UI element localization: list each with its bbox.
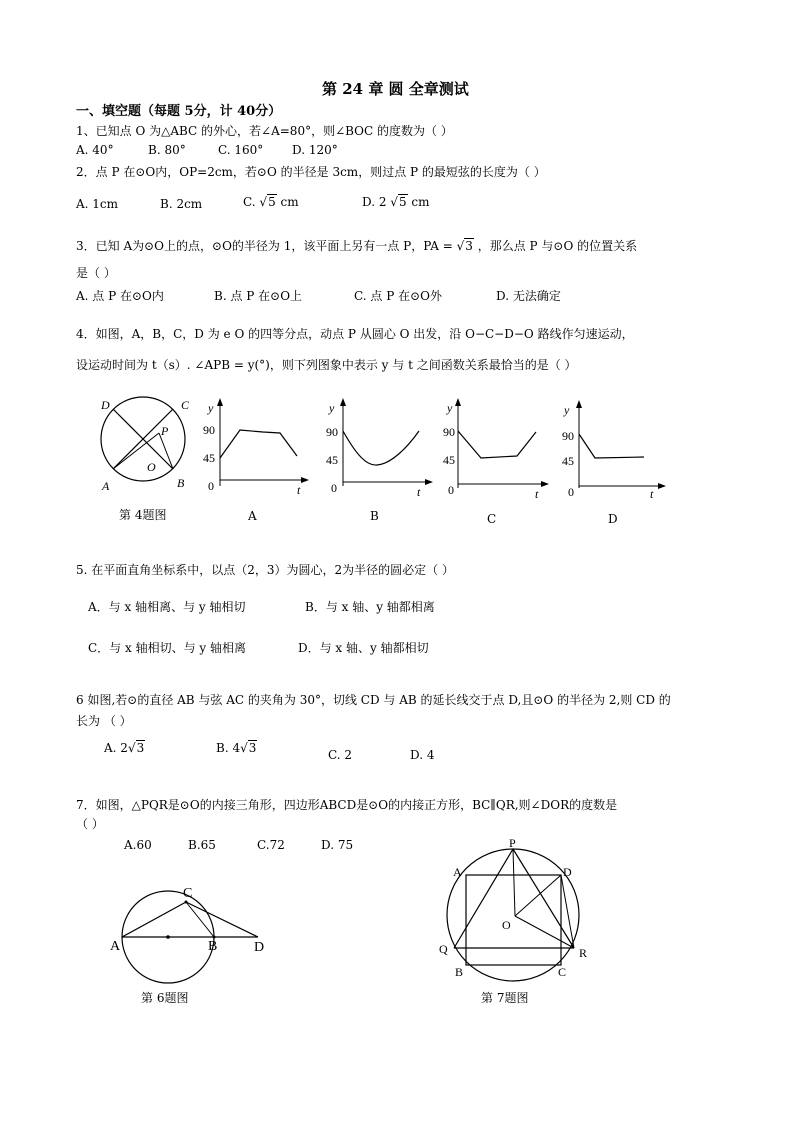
q4-graph-b-curve xyxy=(343,431,419,465)
q7-circle xyxy=(447,849,579,981)
q7-segment-op xyxy=(513,849,515,916)
q3-sqrt: √3 xyxy=(456,239,473,253)
q4-graph-a-y-label: y xyxy=(208,401,214,415)
q2-unit-c: cm xyxy=(280,195,299,209)
q7-side-pq xyxy=(454,849,513,948)
q4-graph-d-y-label: y xyxy=(564,403,570,417)
q4-graph-c-x-label: t xyxy=(535,487,539,501)
q4-graph-c-x-arrow xyxy=(541,481,549,487)
q6-label-c: C xyxy=(183,886,193,901)
q7-label-d: D xyxy=(563,865,572,879)
q7-option-a: A.60 xyxy=(124,838,152,852)
q6-option-a xyxy=(104,741,145,755)
q5-stem: 5. 在平面直角坐标系中，以点（2，3）为圆心，2为半径的圆必定（ ） xyxy=(76,563,454,577)
q4-graph-d-tick-45: 45 xyxy=(562,454,574,468)
q4-graph-b xyxy=(325,398,435,503)
q2-unit-d: cm xyxy=(411,195,430,209)
q7-option-c: C.72 xyxy=(257,838,285,852)
q7-label-q: Q xyxy=(439,942,448,956)
q7-figure xyxy=(435,838,595,988)
q4-graph-b-tick-90: 90 xyxy=(326,425,338,439)
q1-option-b: B. 80° xyxy=(148,143,186,157)
q4-label-c: C xyxy=(181,398,190,412)
q4-graph-b-y-label: y xyxy=(329,401,335,415)
q6-option-b xyxy=(216,741,257,755)
q5-option-b: B．与 x 轴、y 轴都相离 xyxy=(305,600,435,614)
q4-graph-a-caption: A xyxy=(248,509,257,523)
q7-option-d: D. 75 xyxy=(321,838,354,852)
q3-stem-b: ，那么点 P 与⊙O 的位置关系 xyxy=(477,239,638,253)
q4-graph-a-tick-45: 45 xyxy=(203,451,215,465)
q6-sqrt-b: √3 xyxy=(240,741,257,755)
q6-label-a: A xyxy=(110,939,121,954)
q2-sqrt-d: √5 xyxy=(390,195,407,209)
q4-graph-b-y-arrow xyxy=(340,398,346,406)
q6-sqrt-a: √3 xyxy=(127,741,145,755)
q4-graph-d-tick-0: 0 xyxy=(568,485,574,499)
q6-label-b: B xyxy=(208,939,218,954)
q4-graph-c-tick-45: 45 xyxy=(443,453,455,467)
q2-option-d xyxy=(362,195,430,209)
q4-label-o: O xyxy=(147,460,156,474)
q4-graph-a-x-label: t xyxy=(297,483,301,497)
q4-graph-d-x-arrow xyxy=(658,483,666,489)
q3-option-d: D. 无法确定 xyxy=(496,289,561,303)
q6-option-a-letter: A. 2 xyxy=(104,741,128,755)
q2-stem: 2．点 P 在⊙O内，OP=2cm，若⊙O 的半径是 3cm，则过点 P 的最短弦的长度为（ ） xyxy=(76,165,546,179)
q4-graph-b-tick-0: 0 xyxy=(331,481,337,495)
page-title: 第 24 章 圆 全章测试 xyxy=(322,80,469,98)
q7-segment-od xyxy=(515,875,561,916)
q6-stem-line1: 6 如图,若⊙的直径 AB 与弦 AC 的夹角为 30°，切线 CD 与 AB 的延长线交于点 D,且⊙O 的半径为 2,则 CD 的 xyxy=(76,693,671,707)
q6-figure-caption: 第 6题图 xyxy=(141,991,189,1005)
q3-stem-a: 3．已知 A为⊙O上的点，⊙O的半径为 1，该平面上另有一点 P，PA = xyxy=(76,239,453,253)
q4-graph-d-curve xyxy=(579,434,644,458)
q7-label-c: C xyxy=(558,965,567,979)
section-heading: 一、填空题（每题 5分，计 40分） xyxy=(76,104,282,119)
q2-option-b: B. 2cm xyxy=(160,197,203,211)
q4-graph-d-y-arrow xyxy=(576,400,582,408)
q7-option-b: B.65 xyxy=(188,838,216,852)
q6-chord-cb xyxy=(186,902,214,937)
q4-graph-a xyxy=(205,398,310,503)
q4-graph-d xyxy=(562,400,672,505)
q4-graph-d-x-label: t xyxy=(650,487,654,501)
q6-option-c: C. 2 xyxy=(328,748,353,762)
q7-label-r: R xyxy=(579,946,588,960)
q4-label-d: D xyxy=(101,398,110,412)
q4-graph-c-tick-90: 90 xyxy=(443,425,455,439)
q4-graph-b-x-label: t xyxy=(417,485,421,499)
q4-graph-c-curve xyxy=(458,431,536,458)
q4-graph-d-tick-90: 90 xyxy=(562,429,574,443)
q1-option-d: D. 120° xyxy=(292,143,338,157)
q1-option-a: A. 40° xyxy=(76,143,114,157)
q6-center-dot xyxy=(166,935,170,939)
q6-radicand-b: 3 xyxy=(248,741,257,755)
q4-label-a: A xyxy=(102,479,110,493)
q7-label-a: A xyxy=(453,865,462,879)
q4-graph-a-tick-0: 0 xyxy=(208,479,214,493)
q4-graph-c-caption: C xyxy=(487,512,497,526)
q2-option-c xyxy=(243,195,299,209)
q4-graph-c xyxy=(443,398,553,503)
q5-option-a: A．与 x 轴相离、与 y 轴相切 xyxy=(88,600,246,614)
q4-graph-c-y-label: y xyxy=(447,401,453,415)
q4-graph-b-tick-45: 45 xyxy=(326,453,338,467)
q4-graph-a-tick-90: 90 xyxy=(203,423,215,437)
q3-option-b: B. 点 P 在⊙O上 xyxy=(214,289,303,303)
q6-option-b-letter: B. 4 xyxy=(216,741,241,755)
q4-graph-a-curve xyxy=(220,430,297,458)
q2-radicand-d: 5 xyxy=(398,195,407,209)
q7-label-b: B xyxy=(455,965,464,979)
q3-option-c: C. 点 P 在⊙O外 xyxy=(354,289,442,303)
q4-graph-a-y-arrow xyxy=(217,398,223,406)
q4-graph-c-y-arrow xyxy=(455,398,461,406)
q5-option-c: C．与 x 轴相切、与 y 轴相离 xyxy=(88,641,246,655)
q7-label-o: O xyxy=(502,918,511,932)
q3-radicand: 3 xyxy=(465,239,473,253)
q4-circle-figure xyxy=(95,395,205,495)
q7-square-abcd xyxy=(466,875,561,965)
q2-sqrt-c: √5 xyxy=(259,195,276,209)
q6-radicand-a: 3 xyxy=(136,741,145,755)
q1-option-c: C. 160° xyxy=(218,143,264,157)
q4-stem-line2: 设运动时间为 t（s）. ∠APB = y(°)，则下列图象中表示 y 与 t 之间函数关系最恰当的是（ ） xyxy=(76,358,577,372)
q4-graph-d-caption: D xyxy=(608,512,618,526)
q4-label-p: P xyxy=(161,424,169,438)
q4-stem-line1: 4．如图，A，B，C，D 为 e O 的四等分点，动点 P 从圆心 O 出发，沿 O−C−D−O 路线作匀速运动， xyxy=(76,327,634,341)
q2-option-c-letter: C. xyxy=(243,195,256,209)
q4-label-b: B xyxy=(177,476,185,490)
q4-graph-b-caption: B xyxy=(370,509,379,523)
q6-chord-ac xyxy=(122,902,186,937)
q7-label-p: P xyxy=(509,836,516,850)
q2-radicand-c: 5 xyxy=(268,195,276,209)
q6-figure xyxy=(110,880,280,980)
q6-tangent-cd xyxy=(186,902,258,937)
q6-stem-line2: 长为 （ ） xyxy=(76,714,132,728)
q6-option-d: D. 4 xyxy=(410,748,435,762)
q1-stem: 1、已知点 O 为△ABC 的外心，若∠A=80°，则∠BOC 的度数为（ ） xyxy=(76,124,453,138)
q4-figure-caption: 第 4题图 xyxy=(119,508,167,522)
q6-label-d: D xyxy=(254,940,265,955)
q3-stem-continued: 是（ ） xyxy=(76,266,116,280)
q2-option-a: A. 1cm xyxy=(76,197,119,211)
q4-graph-a-x-arrow xyxy=(301,477,309,483)
q7-stem-line2: （ ） xyxy=(76,817,104,831)
q7-stem-line1: 7．如图，△PQR是⊙O的内接三角形，四边形ABCD是⊙O的内接正方形，BC∥QR,则∠DOR的度数是 xyxy=(76,798,618,812)
q4-segment-pb xyxy=(159,433,173,469)
q3-option-a: A. 点 P 在⊙O内 xyxy=(76,289,164,303)
q4-graph-c-tick-0: 0 xyxy=(448,483,454,497)
q3-stem xyxy=(76,237,637,254)
q7-segment-or xyxy=(515,916,574,948)
q7-figure-caption: 第 7题图 xyxy=(481,991,529,1005)
q5-option-d: D．与 x 轴、y 轴都相切 xyxy=(298,641,429,655)
q4-graph-b-x-arrow xyxy=(425,479,433,485)
q2-option-d-letter: D. 2 xyxy=(362,195,387,209)
